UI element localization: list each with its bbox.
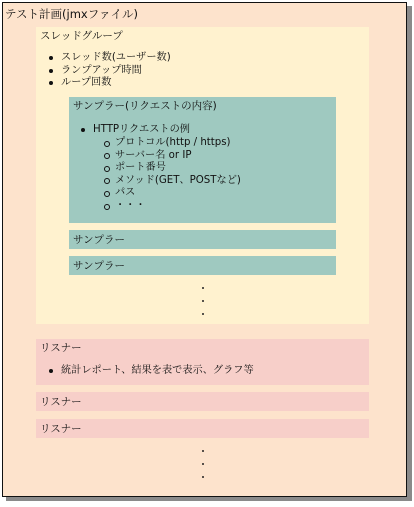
ellipsis-item: ・・・ xyxy=(115,200,241,213)
http-request-item: HTTPリクエストの例 xyxy=(93,124,190,135)
loop-count-item: ループ回数 xyxy=(61,77,171,90)
listener-label-2: リスナー xyxy=(40,396,82,408)
listener-detail-title: リスナー xyxy=(40,342,82,354)
method-item: メソッド(GET、POSTなど) xyxy=(115,174,241,186)
thread-group-list xyxy=(61,52,171,90)
thread-count-item: スレッド数(ユーザー数) xyxy=(61,52,171,63)
server-name-item: サーバー名 or IP xyxy=(115,150,241,163)
ramp-up-item: ランプアップ時間 xyxy=(61,65,171,78)
listener-ellipsis-dot-1 xyxy=(202,450,204,452)
sampler-label-2: サンプラー xyxy=(73,234,125,246)
listener-list xyxy=(61,365,254,378)
protocol-item: プロトコル(http / https) xyxy=(115,137,241,150)
http-request-sublist xyxy=(115,137,241,213)
listener-label-3: リスナー xyxy=(40,423,82,435)
report-item: 統計レポート、結果を表で表示、グラフ等 xyxy=(61,365,254,376)
listener-detail-box xyxy=(36,339,369,385)
sampler-detail-title: サンプラー(リクエストの内容) xyxy=(73,100,217,112)
sampler-ellipsis-dot-3 xyxy=(202,313,204,315)
sampler-ellipsis-dot-2 xyxy=(202,300,204,302)
port-number-item: ポート番号 xyxy=(115,162,241,175)
sampler-request-list xyxy=(93,124,190,137)
listener-ellipsis-dot-3 xyxy=(202,476,204,478)
listener-ellipsis-dot-2 xyxy=(202,463,204,465)
sampler-ellipsis-dot-1 xyxy=(202,287,204,289)
listener-box-3 xyxy=(36,419,369,438)
path-item: パス xyxy=(115,187,241,200)
listener-box-2 xyxy=(36,392,369,411)
thread-group-title: スレッドグループ xyxy=(40,30,123,42)
sampler-label-3: サンプラー xyxy=(73,260,125,272)
test-plan-title: テスト計画(jmxファイル) xyxy=(5,7,138,21)
